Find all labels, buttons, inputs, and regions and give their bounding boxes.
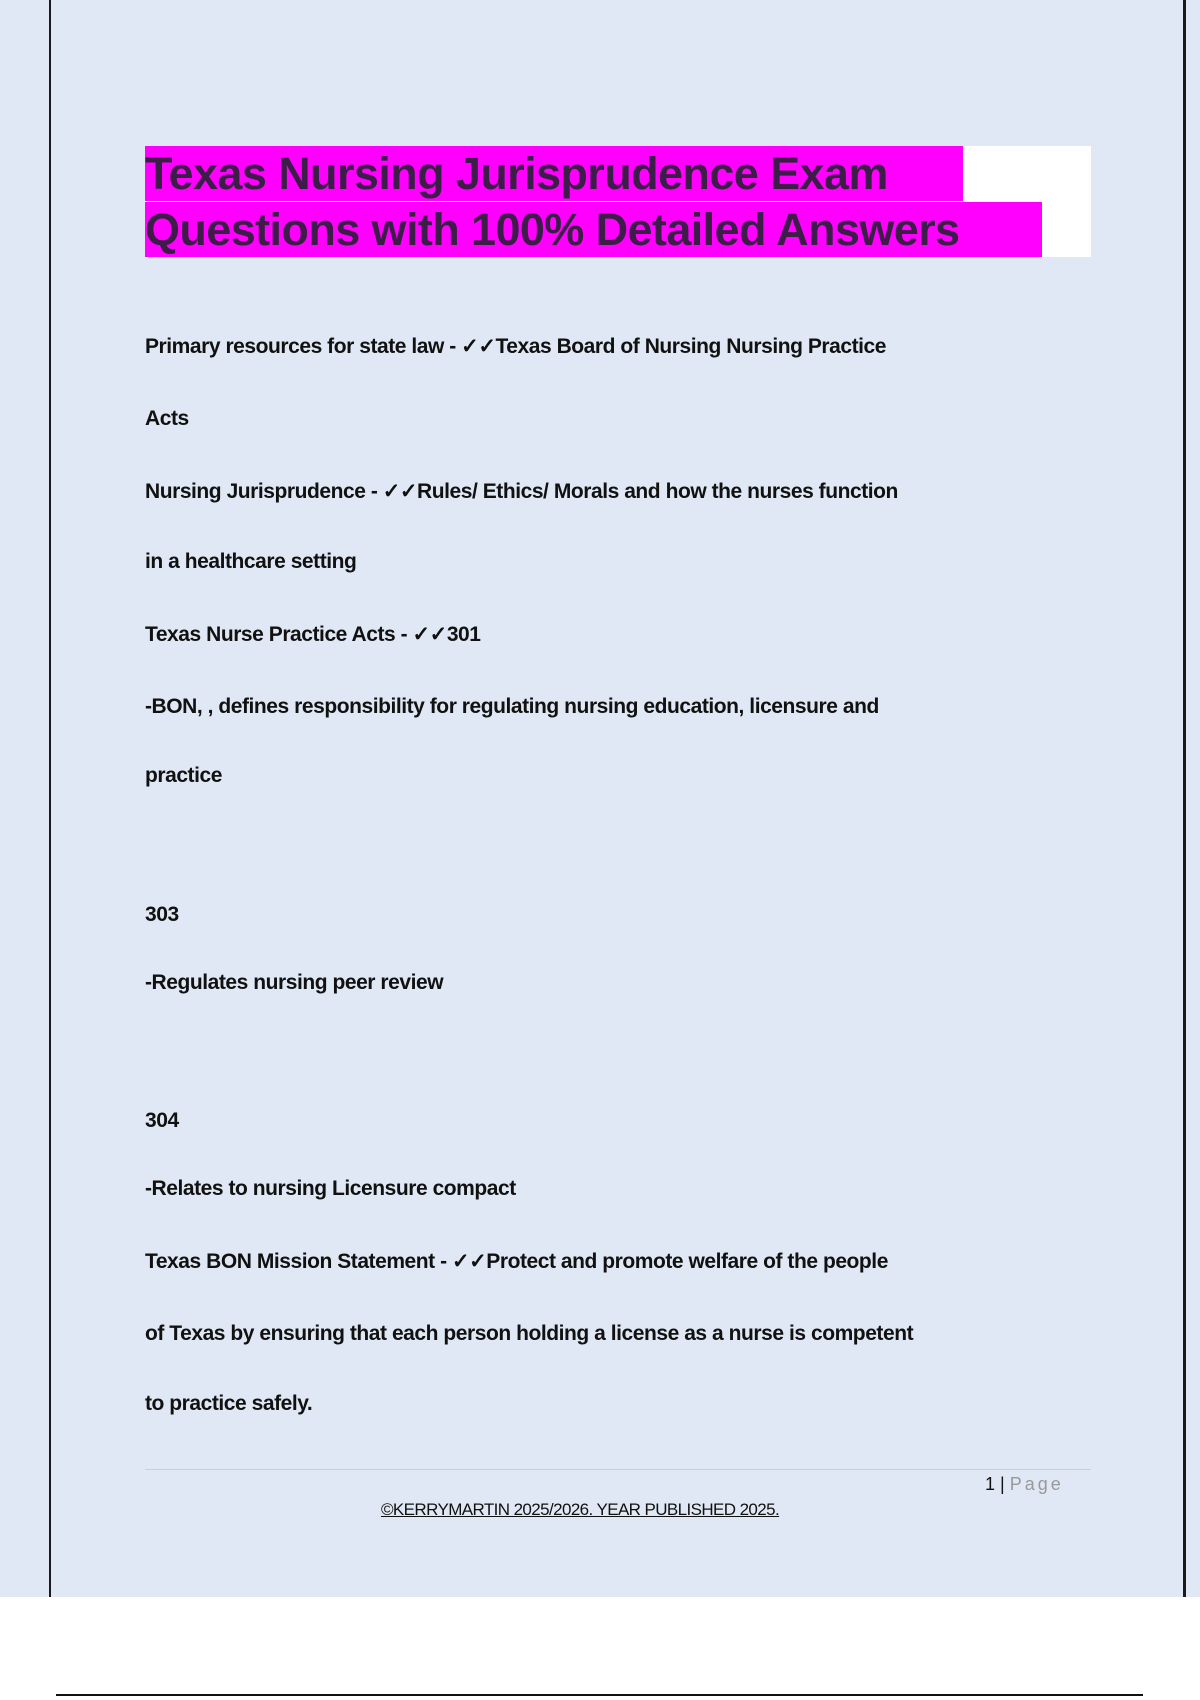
copyright-notice: ©KERRYMARTIN 2025/2026. YEAR PUBLISHED 2025.	[381, 1500, 780, 1519]
page-border-right	[1183, 0, 1186, 1597]
body-line: Texas BON Mission Statement - ✓✓Protect and promote welfare of the people	[145, 1250, 888, 1273]
page-border-left	[49, 0, 51, 1597]
body-line: to practice safely.	[145, 1392, 313, 1415]
body-line: -Regulates nursing peer review	[145, 971, 444, 994]
document-title-line-1: Texas Nursing Jurisprudence Exam	[145, 146, 963, 201]
body-line: 304	[145, 1109, 179, 1132]
body-line: 303	[145, 903, 179, 926]
body-line: Nursing Jurisprudence - ✓✓Rules/ Ethics/ Morals and how the nurses function	[145, 480, 898, 503]
body-line: -BON, , defines responsibility for regulating nursing education, licensure and	[145, 695, 879, 718]
body-line: -Relates to nursing Licensure compact	[145, 1177, 516, 1200]
next-page-top-rule	[56, 1694, 1143, 1696]
page-number	[985, 1474, 1064, 1495]
document-title-line-2: Questions with 100% Detailed Answers	[145, 202, 1042, 257]
body-line: practice	[145, 764, 222, 787]
body-line: Primary resources for state law - ✓✓Texas Board of Nursing Nursing Practice	[145, 335, 886, 358]
page-label: Page	[1009, 1474, 1064, 1494]
page-number-value: 1	[985, 1474, 996, 1494]
body-line: in a healthcare setting	[145, 550, 357, 573]
page-number-separator: |	[1000, 1474, 1005, 1494]
body-line: Acts	[145, 407, 189, 430]
footer-divider	[145, 1469, 1091, 1470]
body-line: of Texas by ensuring that each person holding a license as a nurse is competent	[145, 1322, 914, 1345]
body-line: Texas Nurse Practice Acts - ✓✓301	[145, 623, 481, 646]
